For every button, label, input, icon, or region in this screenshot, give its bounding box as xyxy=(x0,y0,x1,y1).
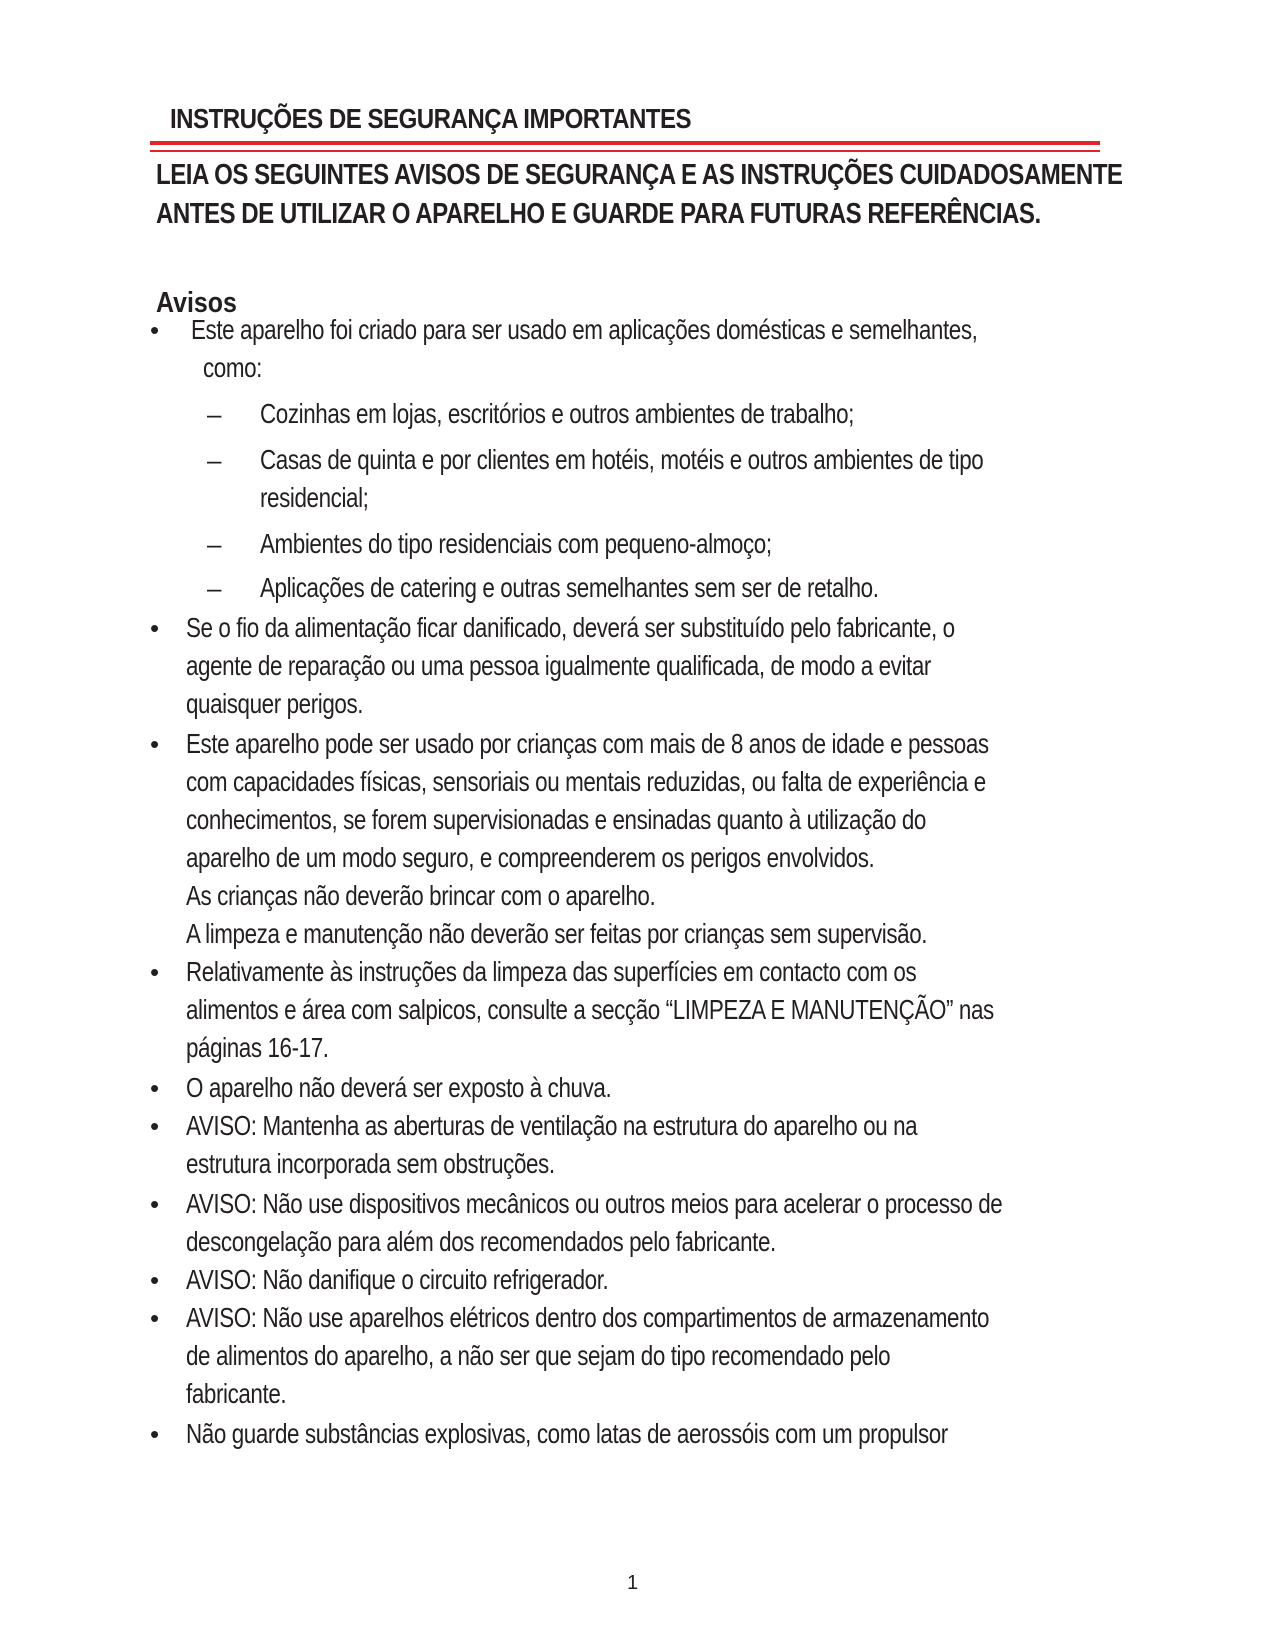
sub-item-text: Ambientes do tipo residenciais com pequeno-almoço; xyxy=(260,528,772,559)
warning-text: páginas 16-17. xyxy=(186,1032,329,1063)
warning-text: AVISO: Não danifique o circuito refrigerador. xyxy=(186,1264,609,1295)
warning-text: conhecimentos, se forem supervisionadas e ensinadas quanto à utilização do xyxy=(186,804,926,835)
warning-text: Relativamente às instruções da limpeza das superfícies em contacto com os xyxy=(186,956,917,987)
warning-text: estrutura incorporada sem obstruções. xyxy=(186,1148,555,1179)
bullet-icon: • xyxy=(150,315,160,345)
warning-text: Este aparelho pode ser usado por crianças com mais de 8 anos de idade e pessoas xyxy=(186,728,989,759)
dash-icon: – xyxy=(207,399,222,429)
bullet-icon: • xyxy=(150,1303,160,1333)
lead-notice xyxy=(156,156,1123,234)
lead-line: ANTES DE UTILIZAR O APARELHO E GUARDE PARA FUTURAS REFERÊNCIAS. xyxy=(156,198,1041,230)
warning-text: O aparelho não deverá ser exposto à chuva. xyxy=(186,1072,612,1103)
bullet-icon: • xyxy=(150,1189,160,1219)
warning-text: alimentos e área com salpicos, consulte a secção “LIMPEZA E MANUTENÇÃO” nas xyxy=(186,994,994,1025)
lead-line: LEIA OS SEGUINTES AVISOS DE SEGURANÇA E AS INSTRUÇÕES CUIDADOSAMENTE xyxy=(156,159,1123,191)
sub-item-text: Aplicações de catering e outras semelhantes sem ser de retalho. xyxy=(260,572,879,603)
bullet-icon: • xyxy=(150,1419,160,1449)
warning-text: como: xyxy=(203,352,262,383)
sub-item-text: Casas de quinta e por clientes em hotéis, motéis e outros ambientes de tipo xyxy=(260,444,984,475)
warnings-heading: Avisos xyxy=(156,287,237,319)
warning-text: agente de reparação ou uma pessoa igualmente qualificada, de modo a evitar xyxy=(186,650,931,681)
warning-text: AVISO: Não use dispositivos mecânicos ou outros meios para acelerar o processo de xyxy=(186,1188,1003,1219)
bullet-icon: • xyxy=(150,957,160,987)
warning-text: As crianças não deverão brincar com o aparelho. xyxy=(186,880,656,911)
page-number: 1 xyxy=(627,1572,639,1594)
warning-text: descongelação para além dos recomendados pelo fabricante. xyxy=(186,1226,776,1257)
bullet-icon: • xyxy=(150,729,160,759)
warning-text: quaisquer perigos. xyxy=(186,688,364,719)
bullet-icon: • xyxy=(150,613,160,643)
sub-item-text: Cozinhas em lojas, escritórios e outros ambientes de trabalho; xyxy=(260,398,854,429)
warning-text: AVISO: Mantenha as aberturas de ventilação na estrutura do aparelho ou na xyxy=(186,1110,918,1141)
warning-text: Este aparelho foi criado para ser usado em aplicações domésticas e semelhantes, xyxy=(191,314,978,345)
warning-text: AVISO: Não use aparelhos elétricos dentro dos compartimentos de armazenamento xyxy=(186,1302,989,1333)
dash-icon: – xyxy=(207,445,222,475)
title-rule-thin xyxy=(150,150,1100,152)
warning-text: Não guarde substâncias explosivas, como latas de aerossóis com um propulsor xyxy=(186,1418,948,1449)
dash-icon: – xyxy=(207,573,222,603)
title-rule-thick xyxy=(150,141,1100,145)
warning-text: aparelho de um modo seguro, e compreenderem os perigos envolvidos. xyxy=(186,842,875,873)
bullet-icon: • xyxy=(150,1073,160,1103)
section-title: INSTRUÇÕES DE SEGURANÇA IMPORTANTES xyxy=(170,103,692,134)
warning-text: de alimentos do aparelho, a não ser que sejam do tipo recomendado pelo xyxy=(186,1340,891,1371)
warning-text: Se o fio da alimentação ficar danificado, deverá ser substituído pelo fabricante, o xyxy=(186,612,955,643)
sub-item-text: residencial; xyxy=(260,482,369,513)
dash-icon: – xyxy=(207,529,222,559)
warning-text: fabricante. xyxy=(186,1378,287,1409)
warning-text: com capacidades físicas, sensoriais ou mentais reduzidas, ou falta de experiência e xyxy=(186,766,986,797)
warning-text: A limpeza e manutenção não deverão ser feitas por crianças sem supervisão. xyxy=(186,918,928,949)
bullet-icon: • xyxy=(150,1111,160,1141)
bullet-icon: • xyxy=(150,1265,160,1295)
